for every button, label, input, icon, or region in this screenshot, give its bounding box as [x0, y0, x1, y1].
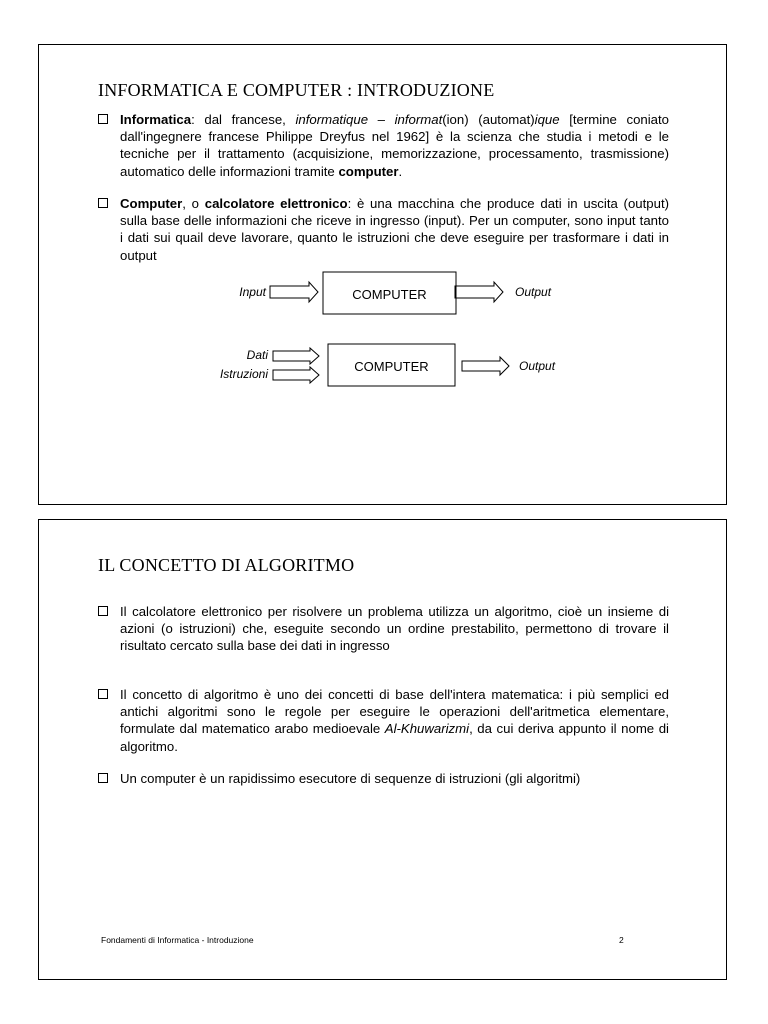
diagram1-input-label: Input	[239, 285, 266, 299]
diagram1-computer-label: COMPUTER	[352, 287, 427, 302]
bullet-calcolatore	[98, 603, 669, 655]
bullet-concetto	[98, 686, 669, 755]
bullet-text: Il calcolatore elettronico per risolvere un problema utilizza un algoritmo, cioè un insieme di azioni (o istruzioni) che, eseguite secondo un ordine prestabilito, permettono di trovare il risultato cercato sulla base dei dati in ingresso	[120, 604, 669, 654]
footer-title: Fondamenti di Informatica - Introduzione	[101, 935, 254, 945]
arrow-right-icon	[273, 367, 319, 383]
input-output-diagrams	[39, 45, 726, 504]
diagram1-output-label: Output	[515, 285, 552, 299]
page-number: 2	[619, 935, 624, 945]
slide-2	[38, 519, 727, 980]
bullet-esecutore	[98, 770, 669, 787]
arrow-right-icon	[462, 357, 509, 375]
bullet-text: Informatica: dal francese, informatique – informat(ion) (automat)ique [termine coniato dall'ingegnere francese Philippe Dreyfus nel 1962] è la scienza che studia i metodi e le tecniche per il trattamento (acquisizione, memorizzazione, processamento, trasmissione) automatico delle informazioni tramite computer.	[120, 112, 669, 179]
diagram2-output-label: Output	[519, 359, 556, 373]
bullet-text: Computer, o calcolatore elettronico: è una macchina che produce dati in uscita (output) sulla base delle informazioni che riceve in ingresso (input). Per un computer, sono input tanto i dati sui quail deve lavorare, quanto le istruzioni che deve eseguire per trasformare i dati in output	[120, 196, 670, 263]
diagram2-computer-label: COMPUTER	[354, 359, 429, 374]
bullet-text: Un computer è un rapidissimo esecutore di sequenze di istruzioni (gli algoritmi)	[120, 771, 581, 786]
bullet-text: Il concetto di algoritmo è uno dei concetti di base dell'intera matematica: i più semplici ed antichi algoritmi sono le regole per eseguire le operazioni dell'aritmetica elementare, formulate dal matematico arabo medioevale Al-Khuwarizmi, da cui deriva appunto il nome di algoritmo.	[120, 687, 669, 754]
slide-1	[38, 44, 727, 505]
arrow-right-icon	[270, 282, 318, 302]
checkbox-bullet-icon	[98, 689, 108, 699]
diagram2-input-dati-label: Dati	[246, 348, 268, 362]
slide-2-title: IL CONCETTO DI ALGORITMO	[98, 555, 355, 575]
diagram2-input-istruzioni-label: Istruzioni	[219, 367, 268, 381]
checkbox-bullet-icon	[98, 606, 108, 616]
arrow-right-icon	[455, 282, 503, 302]
checkbox-bullet-icon	[98, 773, 108, 783]
slide-1-title: INFORMATICA E COMPUTER : INTRODUZIONE	[98, 80, 495, 100]
arrow-right-icon	[273, 348, 319, 364]
